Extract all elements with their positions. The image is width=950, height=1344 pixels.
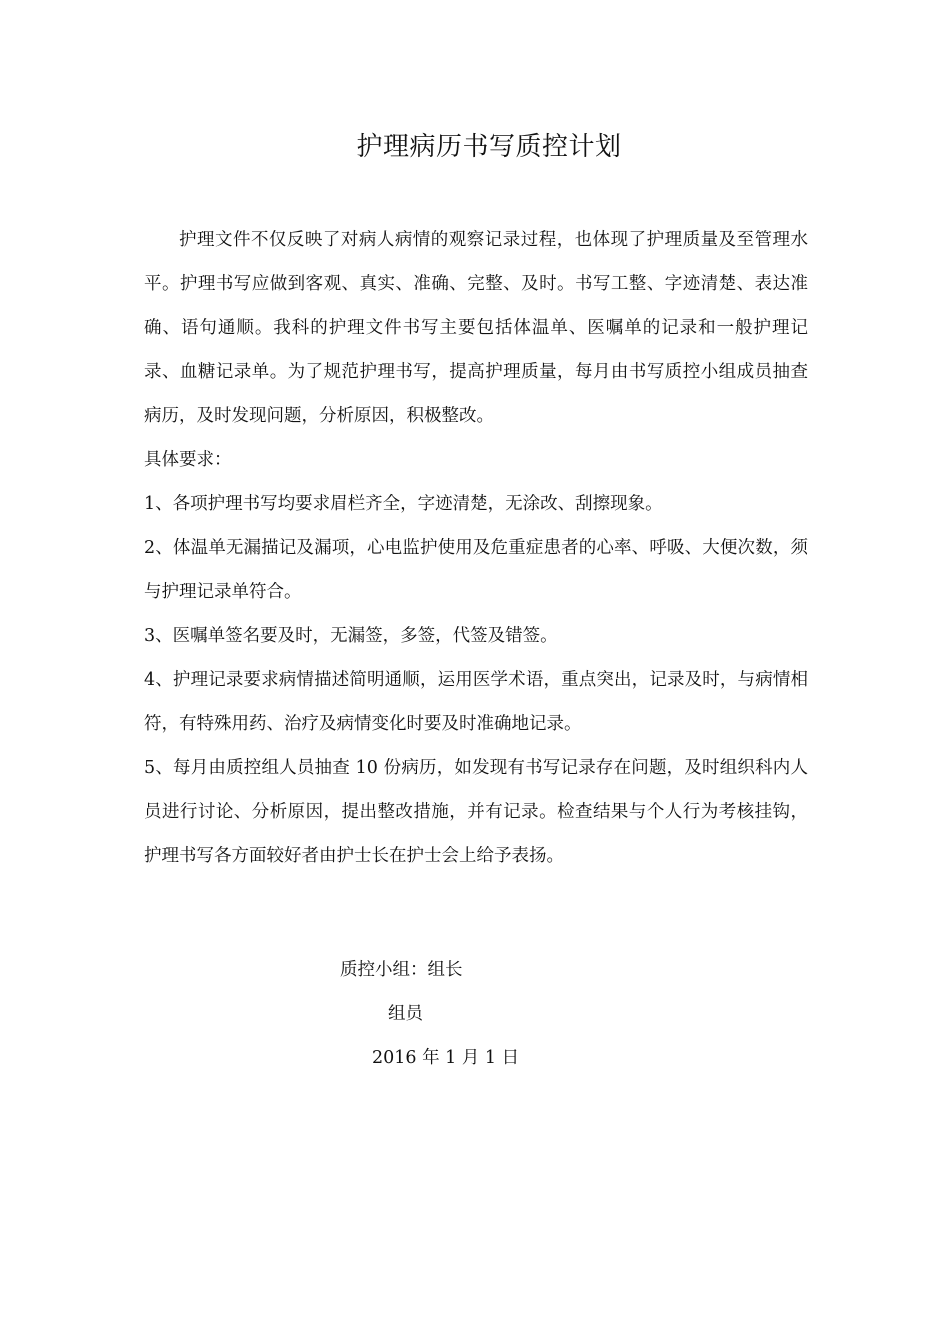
document-title: 护理病历书写质控计划: [356, 132, 622, 162]
signature-group-leader: 质控小组：组长: [340, 960, 463, 980]
requirements-heading: 具体要求：: [144, 450, 232, 470]
requirement-item-4: 4、护理记录要求病情描述简明通顺，运用医学术语，重点突出，记录及时，与病情相符，有特殊用药、治疗及病情变化时要及时准确地记录。: [144, 670, 808, 734]
document-body: [144, 218, 808, 878]
requirement-item-3: 3、医嘱单签名要及时，无漏签，多签，代签及错签。: [144, 626, 558, 646]
signature-date: 2016 年 1 月 1 日: [372, 1048, 520, 1068]
requirement-item-5: 5、每月由质控组人员抽查 10 份病历，如发现有书写记录存在问题，及时组织科内人员进行讨论、分析原因，提出整改措施，并有记录。检查结果与个人行为考核挂钩，护理书写各方面较好者由护士长在护士会上给予表扬。: [144, 758, 808, 866]
signature-members: 组员: [388, 1004, 423, 1024]
requirement-item-2: 2、体温单无漏描记及漏项，心电监护使用及危重症患者的心率、呼吸、大便次数，须与护理记录单符合。: [144, 538, 808, 602]
requirement-item-1: 1、各项护理书写均要求眉栏齐全，字迹清楚，无涂改、刮擦现象。: [144, 494, 663, 514]
intro-paragraph: 护理文件不仅反映了对病人病情的观察记录过程，也体现了护理质量及至管理水平。护理书写应做到客观、真实、准确、完整、及时。书写工整、字迹清楚、表达准确、语句通顺。我科的护理文件书写主要包括体温单、医嘱单的记录和一般护理记录、血糖记录单。为了规范护理书写，提高护理质量，每月由书写质控小组成员抽查病历，及时发现问题，分析原因，积极整改。: [144, 230, 808, 426]
